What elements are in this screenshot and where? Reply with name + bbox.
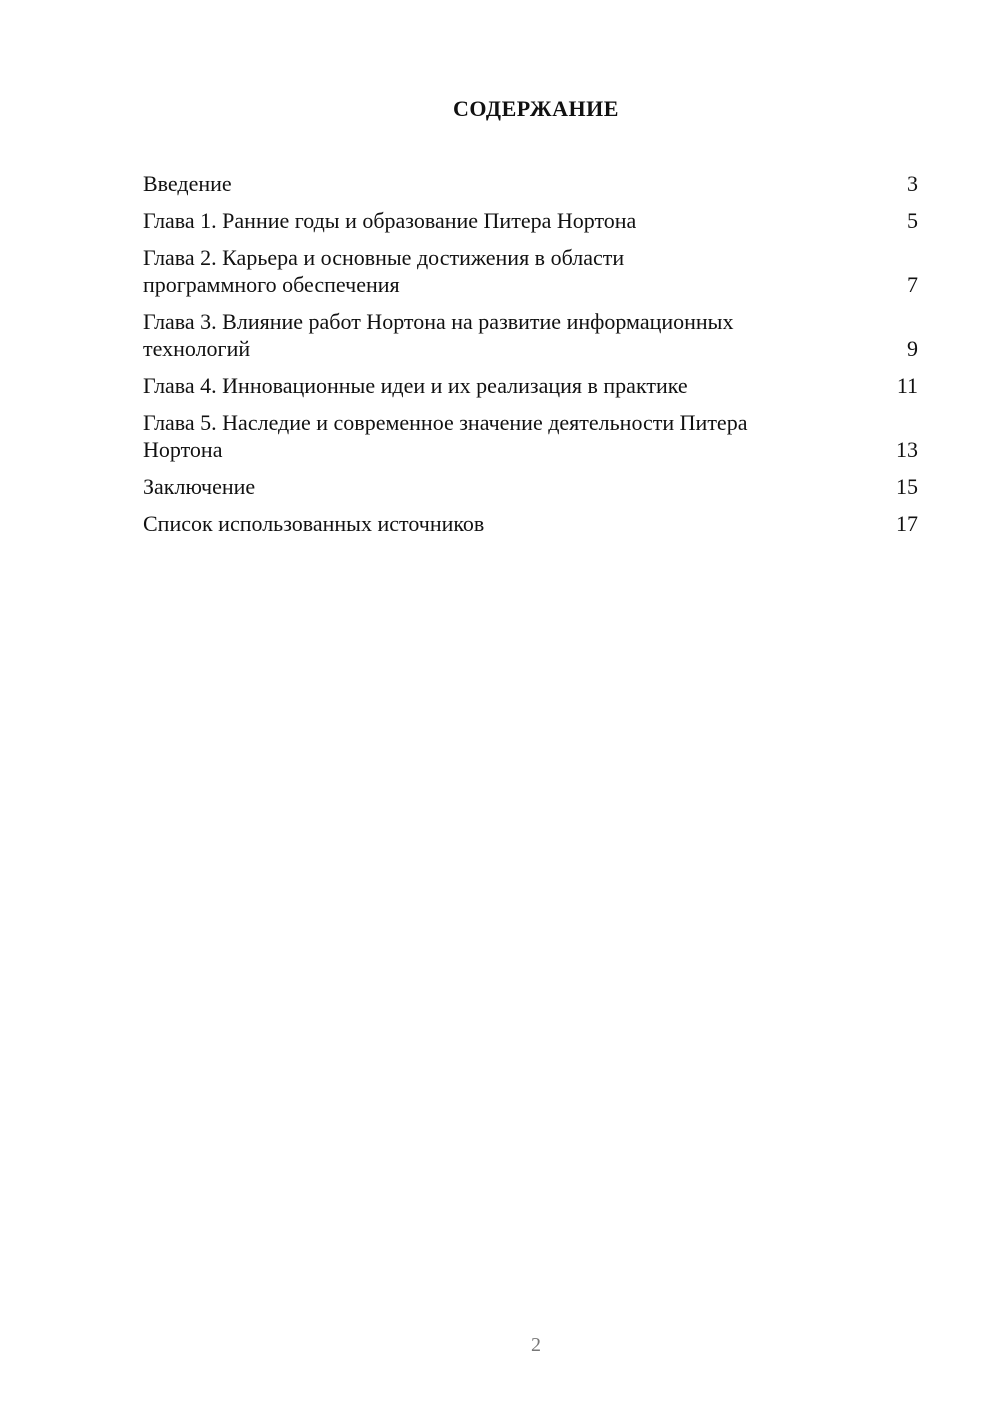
page-number: 2 — [531, 1334, 541, 1356]
page-title: СОДЕРЖАНИЕ — [453, 96, 619, 121]
toc-entry-text: Глава 4. Инновационные идеи и их реализация в практике — [143, 373, 688, 398]
toc-entry-page: 17 — [896, 511, 918, 536]
toc-entry — [143, 409, 918, 463]
toc-entry-page: 5 — [907, 208, 918, 233]
toc-entry-page: 3 — [907, 171, 918, 196]
toc-entry-text: Глава 2. Карьера и основные достижения в области программного обеспечения — [143, 245, 625, 297]
toc-entry — [143, 244, 918, 298]
toc-entry-page: 13 — [896, 437, 918, 462]
toc-entry — [143, 473, 918, 500]
toc-entry-text: Глава 1. Ранние годы и образование Питера Нортона — [143, 208, 637, 233]
toc-entry-text: Глава 5. Наследие и современное значение деятельности Питера Нортона — [143, 410, 748, 462]
toc-entry — [143, 170, 918, 197]
toc-entry — [143, 510, 918, 537]
toc-entry — [143, 308, 918, 362]
toc-entry — [143, 207, 918, 234]
toc-entry-page: 9 — [907, 336, 918, 361]
toc-entry-page: 11 — [896, 373, 918, 398]
table-of-contents — [143, 170, 918, 547]
toc-entry-text: Введение — [143, 171, 232, 196]
toc-entry-page: 15 — [896, 474, 918, 499]
toc-entry-page: 7 — [907, 272, 918, 297]
toc-entry — [143, 372, 918, 399]
toc-entry-text: Глава 3. Влияние работ Нортона на развитие информационных технологий — [143, 309, 734, 361]
toc-entry-text: Заключение — [143, 474, 256, 499]
toc-entry-text: Список использованных источников — [143, 511, 485, 536]
